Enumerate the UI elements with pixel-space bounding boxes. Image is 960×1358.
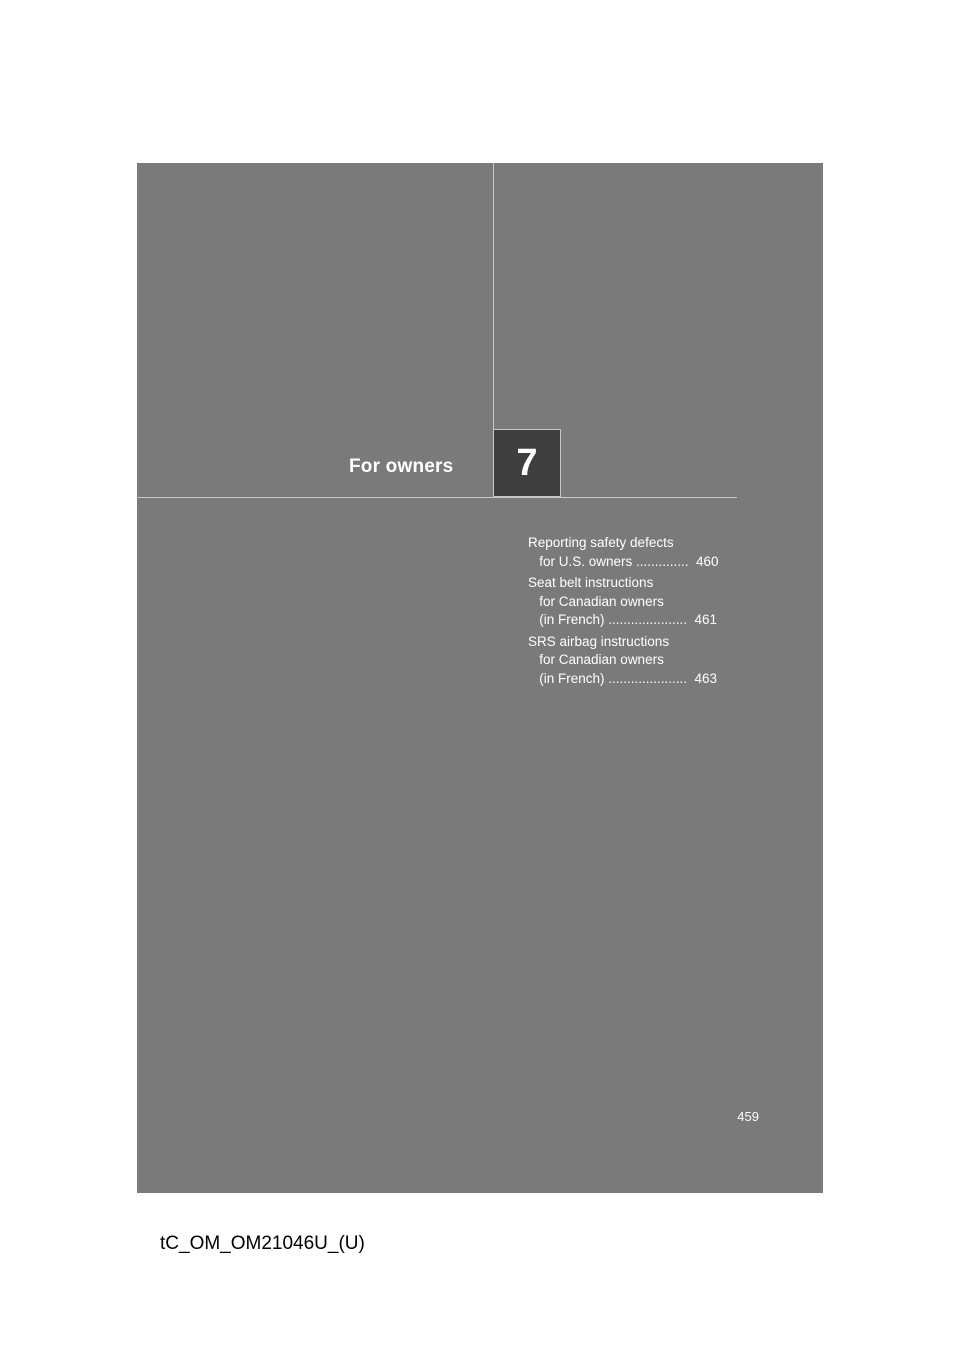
toc-line: Seat belt instructions [528, 575, 654, 590]
toc-item-reporting-safety-defects[interactable] [528, 534, 748, 571]
vertical-divider [493, 163, 494, 429]
toc-line: (in French) ..................... 461 [528, 612, 718, 627]
toc-item-seat-belt-instructions[interactable] [528, 574, 748, 630]
toc-line: SRS airbag instructions [528, 633, 670, 649]
toc-line: Reporting safety defects [528, 535, 674, 550]
chapter-number: 7 [516, 441, 538, 484]
horizontal-divider [137, 497, 737, 498]
toc-line: for Canadian owners [528, 652, 664, 667]
chapter-title: For owners [349, 456, 454, 477]
chapter-number-box [493, 429, 561, 497]
table-of-contents [528, 534, 748, 691]
toc-line: for Canadian owners [528, 593, 664, 609]
toc-line: for U.S. owners .............. 460 [528, 553, 719, 569]
toc-line: (in French) ..................... 463 [528, 670, 718, 686]
toc-item-srs-airbag-instructions[interactable] [528, 633, 748, 689]
page-number: 459 [737, 1109, 759, 1124]
document-id: tC_OM_OM21046U_(U) [160, 1233, 365, 1254]
chapter-panel [137, 163, 823, 1193]
